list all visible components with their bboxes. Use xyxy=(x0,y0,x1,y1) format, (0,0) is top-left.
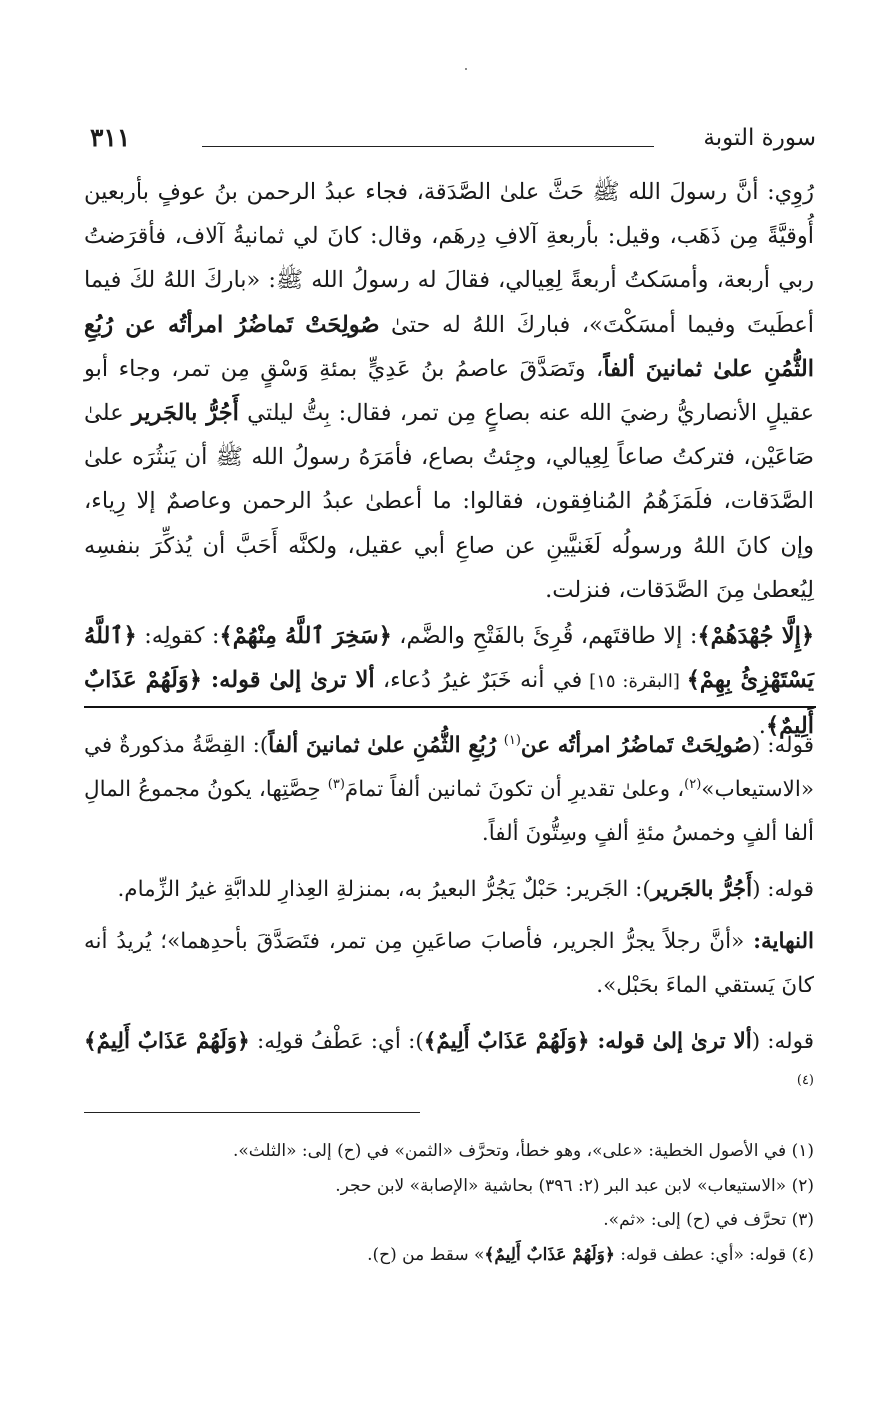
main-text-run: . xyxy=(758,713,766,740)
quran-verse: ﴿وَلَهُمْ عَذَابٌ أَلِيمٌ﴾ xyxy=(484,1244,615,1265)
bold-lemma: أَجُرُّ بالجَرير xyxy=(650,877,753,902)
footnote-divider xyxy=(84,1112,420,1113)
header-rule xyxy=(202,146,654,147)
main-text-run: رُوِي: أنَّ رسولَ الله ﷺ حَثَّ علىٰ الصَّدَقة، فجاء عبدُ الرحمن بنُ عوفٍ بأربعين أُوقيَّةً مِن ذَهَب، وقيل: بأربعةِ آلافِ دِرهَم، وقال: كانَ لي ثمانيةُ آلاف، فأقرَضتُ ربي أربعة، وأمسَكتُ أربعةً لِعِيالي، فقالَ له رسولُ الله ﷺ: «باركَ اللهُ لكَ فيما أعطَيتَ وفيما أمسَكْتَ»، فباركَ اللهُ له حتىٰ xyxy=(84,179,814,338)
page-header xyxy=(90,118,816,158)
bold-lemma: رُبُعِ الثُّمُنِ علىٰ ثمانينَ ألفاً xyxy=(268,733,504,758)
main-text-run: : كقولِه: xyxy=(136,623,220,650)
commentary-run: ، وعلىٰ تقديرِ أن تكونَ ثمانين ألفاً تمامَ xyxy=(344,777,685,802)
main-text-run: ، وتَصَدَّقَ عاصمُ بنُ عَدِيٍّ بمئةِ وَسْقٍ مِن تمر، وجاء أبو عقيلٍ الأنصاريُّ رضيَ الله عنه بصاعٍ مِن تمر، فقال: بِتُّ ليلتي xyxy=(84,355,814,427)
footnote-marker: (٣) xyxy=(327,776,345,792)
page-number: ٣١١ xyxy=(90,123,131,152)
main-text xyxy=(84,170,814,749)
bold-quote: صُولِحَتْ تَماضُرُ امرأتُه عن رُبُعِ الثُّمُنِ علىٰ ثمانينَ ألفاً xyxy=(84,311,815,382)
commentary-paragraph-3 xyxy=(84,920,814,1008)
verse-reference: [البقرة: ١٥] xyxy=(582,671,687,693)
bold-lemma: صُولِحَتْ تَماضُرُ امرأتُه عن xyxy=(520,733,752,758)
commentary-paragraph-1 xyxy=(84,724,814,856)
footnote-4 xyxy=(84,1238,814,1273)
surah-title: سورة التوبة xyxy=(703,125,816,151)
quran-verse: ﴿سَخِرَ ٱللَّهُ مِنْهُمْ﴾ xyxy=(219,623,392,650)
commentary-paragraph-2 xyxy=(84,868,814,912)
quran-verse: ﴿وَلَهُمْ عَذَابٌ أَلِيمٌ﴾ xyxy=(84,667,814,740)
footnote-marker: (١) xyxy=(503,732,521,748)
scan-speck xyxy=(465,68,467,70)
commentary-run: قوله: ( xyxy=(751,1029,814,1054)
commentary-run: ): أي: عَطْفُ قولِه: xyxy=(249,1029,424,1054)
commentary-run: قوله: ( xyxy=(752,877,814,902)
bold-phrase: ألا ترىٰ إلىٰ قوله: xyxy=(210,667,375,694)
footnote-marker: (٤) xyxy=(796,1072,814,1088)
bold-lemma: ألا ترىٰ إلىٰ قوله: xyxy=(589,1029,752,1054)
footnote-2: (٢) «الاستيعاب» لابن عبد البر (٢: ٣٩٦) بحاشية «الإصابة» لابن حجر. xyxy=(335,1175,814,1196)
footnote-3: (٣) تحرَّف في (ح) إلى: «ثم». xyxy=(603,1210,814,1230)
quran-verse: ﴿وَلَهُمْ عَذَابٌ أَلِيمٌ﴾ xyxy=(423,1029,590,1054)
footnote-1: (١) في الأصول الخطية: «على»، وهو خطأ، وتحرَّف «الثمن» في (ح) إلى: «الثلث». xyxy=(232,1141,814,1161)
section-divider xyxy=(84,706,816,708)
main-paragraph-1 xyxy=(84,170,814,612)
source-name: النهاية: xyxy=(753,929,814,954)
commentary-run: «أنَّ رجلاً يجرُّ الجرير، فأصابَ صاعَينِ مِن تمر، فتَصَدَّقَ بأحدِهما»؛ يُريدُ أنه كانَ يَستقي الماءَ بحَبْل». xyxy=(84,929,814,998)
footnote-run: » سقط من (ح). xyxy=(367,1244,485,1265)
commentary-run: ): القِصَّةُ مذكورةٌ في «الاستيعاب» xyxy=(84,733,814,802)
footnote-run: (٤) قوله: «أي: عطف قوله: xyxy=(614,1244,814,1265)
main-text-run: علىٰ صَاعَيْن، فتركتُ صاعاً لِعِيالي، وجِئتُ بصاع، فأمَرَهُ رسولُ الله ﷺ أن يَنثُرَه علىٰ الصَّدَقات، فلَمَزَهُمُ المُنافِقون، فقالوا: ما أعطىٰ عبدُ الرحمن وعاصمٌ إلا رِياء، وإن كانَ اللهُ ورسولُه لَغَنيَّينِ عن صاعِ أبي عقيل، ولكنَّه أَحَبَّ أن يُذكِّرَ بنفسِه لِيُعطىٰ مِنَ الصَّدَقات، فنزلت. xyxy=(84,400,814,603)
commentary xyxy=(84,724,814,1120)
quran-verse: ﴿إِلَّا جُهْدَهُمْ﴾ xyxy=(697,623,815,650)
bold-quote: أَجُرُّ بالجَرير xyxy=(131,400,239,427)
commentary-run: ): الجَرير: حَبْلٌ يَجُرُّ البعيرُ به، بمنزلةِ العِذارِ للدابَّةِ غيرُ الزِّمام. xyxy=(117,877,651,902)
footnotes xyxy=(84,1134,814,1272)
main-text-run: في أنه خَبَرٌ غيرُ دُعاء، xyxy=(374,667,583,694)
commentary-paragraph-4 xyxy=(84,1020,814,1108)
commentary-run: حِصَّتِها، يكونُ مجموعُ المالِ ألفا ألفٍ وخمسُ مئةِ ألفٍ وسِتُّونَ ألفاً. xyxy=(84,777,814,846)
footnote-marker: (٢) xyxy=(684,776,702,792)
commentary-run: قوله: ( xyxy=(751,733,814,758)
quran-verse: ﴿ٱللَّهُ يَسْتَهْزِئُ بِهِمْ﴾ xyxy=(84,623,815,694)
quran-verse: ﴿وَلَهُمْ عَذَابٌ أَلِيمٌ﴾ xyxy=(84,1029,250,1054)
main-text-run: : إلا طاقتَهم، قُرِئَ بالفَتْحِ والضَّم، xyxy=(391,623,698,650)
